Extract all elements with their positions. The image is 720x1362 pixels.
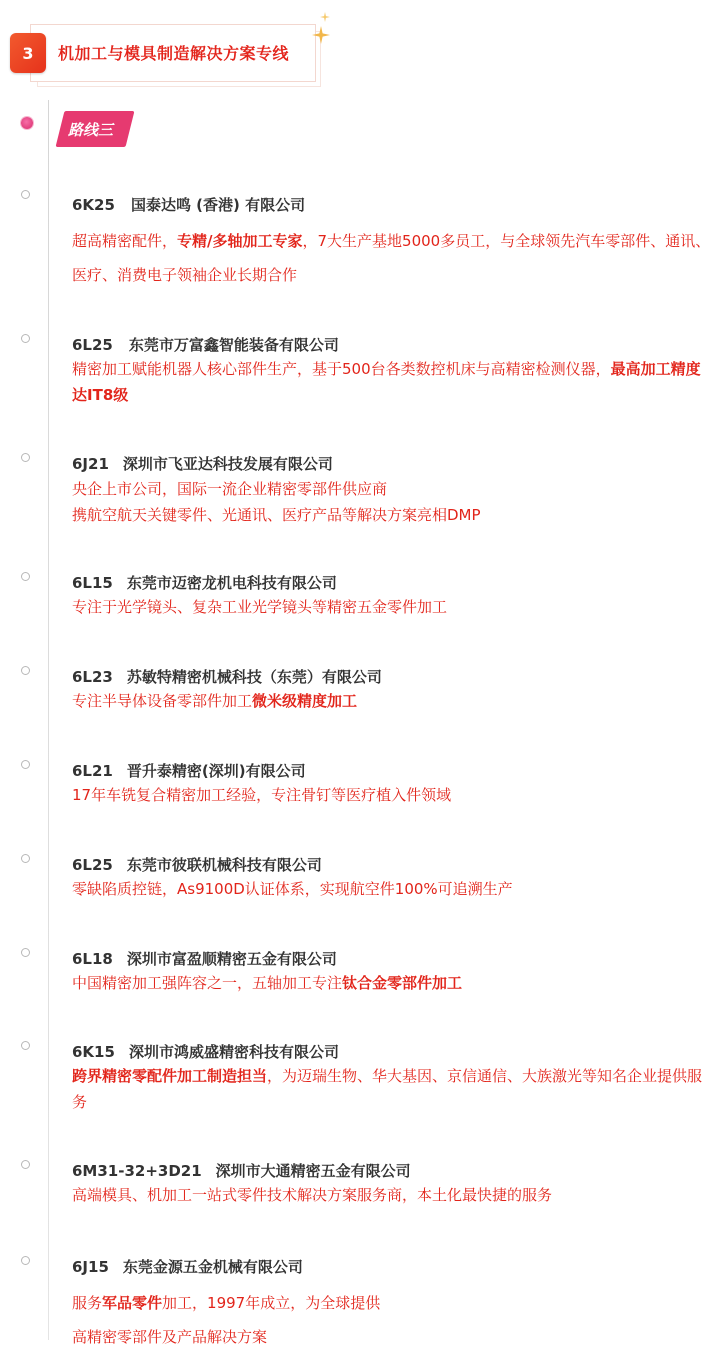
booth-number: 6L25 (72, 856, 113, 874)
booth-number: 6L25 (72, 336, 113, 354)
entry-heading (72, 948, 337, 969)
description-text: 精密加工赋能机器人核心部件生产，基于500台各类数控机床与高精密检测仪器， (72, 360, 611, 378)
timeline-dot (21, 666, 30, 675)
company-name: 深圳市大通精密五金有限公司 (215, 1162, 411, 1180)
company-name: 东莞市彼联机械科技有限公司 (126, 856, 322, 874)
description-text: 央企上市公司，国际一流企业精密零部件供应商 (72, 480, 388, 498)
booth-number: 6M31-32+3D21 (72, 1162, 202, 1180)
description-text: 超高精密配件， (72, 232, 178, 250)
highlight-text: 最高加工精度达IT8级 (72, 360, 701, 404)
entry-description (72, 782, 712, 808)
entry-heading (72, 194, 305, 215)
entry-description (72, 224, 712, 292)
entry-heading (72, 854, 322, 875)
company-name: 东莞市万富鑫智能装备有限公司 (128, 336, 339, 354)
highlight-text: 跨界精密零配件加工制造担当 (72, 1067, 268, 1085)
highlight-text: 微米级精度加工 (252, 692, 358, 710)
description-text: ，7大生产基地5000多员工，与全球领先汽车零部件、通讯、医疗、消费电子领袖企业长期合作 (72, 232, 711, 284)
sparkle-icon (312, 26, 330, 44)
entry-description (72, 594, 712, 620)
description-text: 零缺陷质控链，As9100D认证体系，实现航空件100%可追溯生产 (72, 880, 513, 898)
description-text: 专注于光学镜头、复杂工业光学镜头等精密五金零件加工 (72, 598, 448, 616)
timeline-dot (21, 1041, 30, 1050)
company-name: 东莞市迈密龙机电科技有限公司 (126, 574, 337, 592)
timeline-dot (21, 334, 30, 343)
timeline-dot (21, 854, 30, 863)
company-name: 晋升泰精密(深圳)有限公司 (126, 762, 306, 780)
entry-heading (72, 453, 333, 474)
timeline-dot (21, 453, 30, 462)
company-name: 东莞金源五金机械有限公司 (122, 1258, 303, 1276)
timeline-dot (21, 190, 30, 199)
entry-heading (72, 1256, 303, 1277)
description-text: 中国精密加工强阵容之一，五轴加工专注 (72, 974, 343, 992)
timeline-start-dot (21, 117, 33, 129)
entry-description (72, 1286, 712, 1354)
entry-description (72, 876, 712, 902)
entry-heading (72, 572, 337, 593)
sparkle-small-icon (320, 12, 330, 22)
description-text: 专注半导体设备零部件加工 (72, 692, 253, 710)
company-name: 深圳市鸿威盛精密科技有限公司 (128, 1043, 339, 1061)
booth-number: 6L21 (72, 762, 113, 780)
booth-number: 6J21 (72, 455, 109, 473)
entry-description (72, 356, 712, 408)
section-number-badge: 3 (10, 33, 46, 73)
timeline-line (48, 100, 49, 1340)
description-text: 高精密零部件及产品解决方案 (72, 1328, 268, 1346)
booth-number: 6K25 (72, 196, 115, 214)
booth-number: 6L18 (72, 950, 113, 968)
entry-description (72, 688, 712, 714)
entry-heading (72, 1160, 411, 1181)
description-text: ，为迈瑞生物、华大基因、京信通信、大族激光等知名企业提供服务 (72, 1067, 703, 1111)
description-text: 携航空航天关键零件、光通讯、医疗产品等解决方案亮相DMP (72, 506, 481, 524)
entry-heading (72, 334, 339, 355)
timeline-dot (21, 948, 30, 957)
company-name: 苏敏特精密机械科技（东莞）有限公司 (126, 668, 382, 686)
entry-description (72, 476, 712, 528)
entry-description (72, 970, 712, 996)
booth-number: 6J15 (72, 1258, 109, 1276)
entry-heading (72, 1041, 339, 1062)
highlight-text: 专精/多轴加工专家 (177, 232, 303, 250)
description-text: 高端模具、机加工一站式零件技术解决方案服务商，本土化最快捷的服务 (72, 1186, 553, 1204)
company-name: 深圳市飞亚达科技发展有限公司 (122, 455, 333, 473)
booth-number: 6L15 (72, 574, 113, 592)
highlight-text: 军品零件 (102, 1294, 163, 1312)
entry-heading (72, 760, 306, 781)
booth-number: 6L23 (72, 668, 113, 686)
entry-description (72, 1063, 712, 1115)
highlight-text: 钛合金零部件加工 (342, 974, 463, 992)
timeline-dot (21, 572, 30, 581)
company-name: 深圳市富盈顺精密五金有限公司 (126, 950, 337, 968)
timeline-dot (21, 760, 30, 769)
booth-number: 6K15 (72, 1043, 115, 1061)
description-text: 加工，1997年成立，为全球提供 (162, 1294, 381, 1312)
description-text: 17年车铣复合精密加工经验，专注骨钉等医疗植入件领域 (72, 786, 452, 804)
description-text: 服务 (72, 1294, 103, 1312)
route-label: 路线三 (68, 121, 114, 139)
company-name: 国泰达鸣 (香港) 有限公司 (130, 196, 306, 214)
entry-heading (72, 666, 382, 687)
timeline-dot (21, 1160, 30, 1169)
section-title: 机加工与模具制造解决方案专线 (58, 44, 290, 63)
entry-description (72, 1182, 712, 1208)
timeline-dot (21, 1256, 30, 1265)
